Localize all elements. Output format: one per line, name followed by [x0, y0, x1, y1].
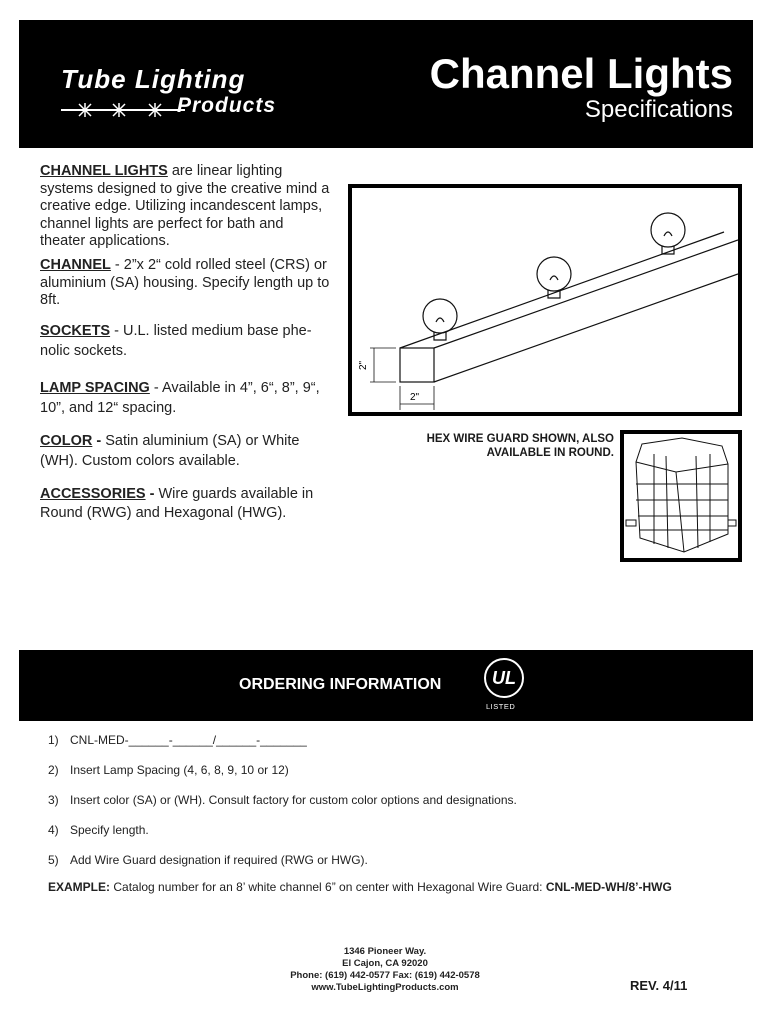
ordering-step: [48, 763, 289, 777]
spec-term: LAMP SPACING: [40, 380, 150, 396]
spec-separator: -: [149, 380, 162, 396]
ul-listed-text: LISTED: [486, 702, 516, 711]
step-number: 2): [48, 763, 59, 777]
ordering-title: ORDERING INFORMATION: [239, 676, 442, 693]
spec-term: SOCKETS: [40, 323, 111, 339]
spec-text: 2”x 2“ cold rolled steel (CRS) or aluminium (SA) housing. Specify length up to 8ft.: [40, 257, 330, 308]
spec-color: [40, 431, 325, 471]
step-text: Specify length.: [70, 823, 149, 837]
spec-separator: -: [110, 257, 124, 273]
spec-lamp-spacing: [40, 378, 335, 418]
dimension-height-label: 2": [358, 360, 369, 370]
revision-label: REV. 4/11: [630, 978, 688, 993]
step-number: 1): [48, 733, 59, 747]
ordering-example: [48, 880, 672, 894]
spec-accessories: [40, 485, 335, 523]
spec-separator: -: [110, 323, 123, 339]
spec-term: CHANNEL: [40, 257, 111, 273]
step-number: 4): [48, 823, 59, 837]
example-label: EXAMPLE:: [48, 880, 111, 894]
header-banner: [19, 20, 753, 148]
logo-text-line2: Products: [177, 94, 277, 117]
address-phone: Phone: (619) 442-0577 Fax: (619) 442-0578: [290, 970, 480, 981]
ordering-step: [48, 853, 368, 867]
ul-listed-logo: [484, 658, 524, 714]
spec-text: Satin aluminium (SA) or White (WH). Custom colors available.: [40, 433, 300, 469]
address-street: 1346 Pioneer Way.: [343, 946, 427, 957]
ordering-step: [48, 733, 307, 747]
ordering-step: [48, 823, 149, 837]
spec-text: Wire guards available in Round (RWG) and Hexagonal (HWG).: [40, 486, 314, 521]
address-website: www.TubeLightingProducts.com: [311, 982, 459, 993]
spec-term: CHANNEL LIGHTS: [40, 163, 168, 179]
spec-text: are linear lighting systems designed to give the creative mind a creative edge. Utilizing incandescent lamps, channel lights are perfect for bath and theater applications.: [40, 163, 330, 249]
address-city: El Cajon, CA 92020: [342, 958, 428, 969]
logo-tube-graphic: [61, 102, 191, 118]
spec-separator: -: [145, 486, 159, 502]
channel-light-illustration: [352, 188, 738, 412]
step-text: CNL-MED-______-______/______-_______: [70, 733, 307, 747]
wire-guard-caption: [400, 432, 614, 460]
example-code: CNL-MED-WH/8’-HWG: [545, 880, 672, 894]
spec-sockets: [40, 321, 330, 361]
spec-separator: -: [92, 433, 106, 449]
wire-guard-caption-line2: AVAILABLE IN ROUND.: [486, 447, 614, 459]
spec-term: COLOR: [40, 433, 93, 449]
example-text: Catalog number for an 8’ white channel 6” on center with Hexagonal Wire Guard:: [113, 880, 543, 894]
company-logo: [61, 64, 341, 124]
spec-term: ACCESSORIES: [40, 486, 146, 502]
hex-wire-guard-illustration: [624, 434, 738, 558]
ordering-step: [48, 793, 517, 807]
ul-mark: UL: [484, 658, 524, 698]
step-text: Add Wire Guard designation if required (RWG or HWG).: [70, 853, 368, 867]
logo-text-line1: Tube Lighting: [61, 64, 246, 94]
spec-channel: [40, 257, 330, 310]
step-text: Insert color (SA) or (WH). Consult factory for custom color options and designations.: [70, 793, 517, 807]
spec-text: U.L. listed medium base phe- nolic sockets.: [40, 323, 312, 359]
ordering-information-banner: [19, 650, 753, 721]
step-number: 3): [48, 793, 59, 807]
step-text: Insert Lamp Spacing (4, 6, 8, 9, 10 or 12): [70, 763, 289, 777]
spec-channel-lights: [40, 163, 330, 251]
spec-text: Available in 4”, 6“, 8”, 9“, 10”, and 12“ spacing.: [40, 380, 320, 416]
page-title: Channel Lights: [429, 50, 733, 97]
page-subtitle: Specifications: [584, 96, 733, 123]
step-number: 5): [48, 853, 59, 867]
wire-guard-drawing: [620, 430, 742, 562]
channel-light-drawing: [348, 184, 742, 416]
dimension-width-label: 2": [410, 392, 420, 403]
wire-guard-caption-line1: HEX WIRE GUARD SHOWN, ALSO: [426, 433, 614, 445]
